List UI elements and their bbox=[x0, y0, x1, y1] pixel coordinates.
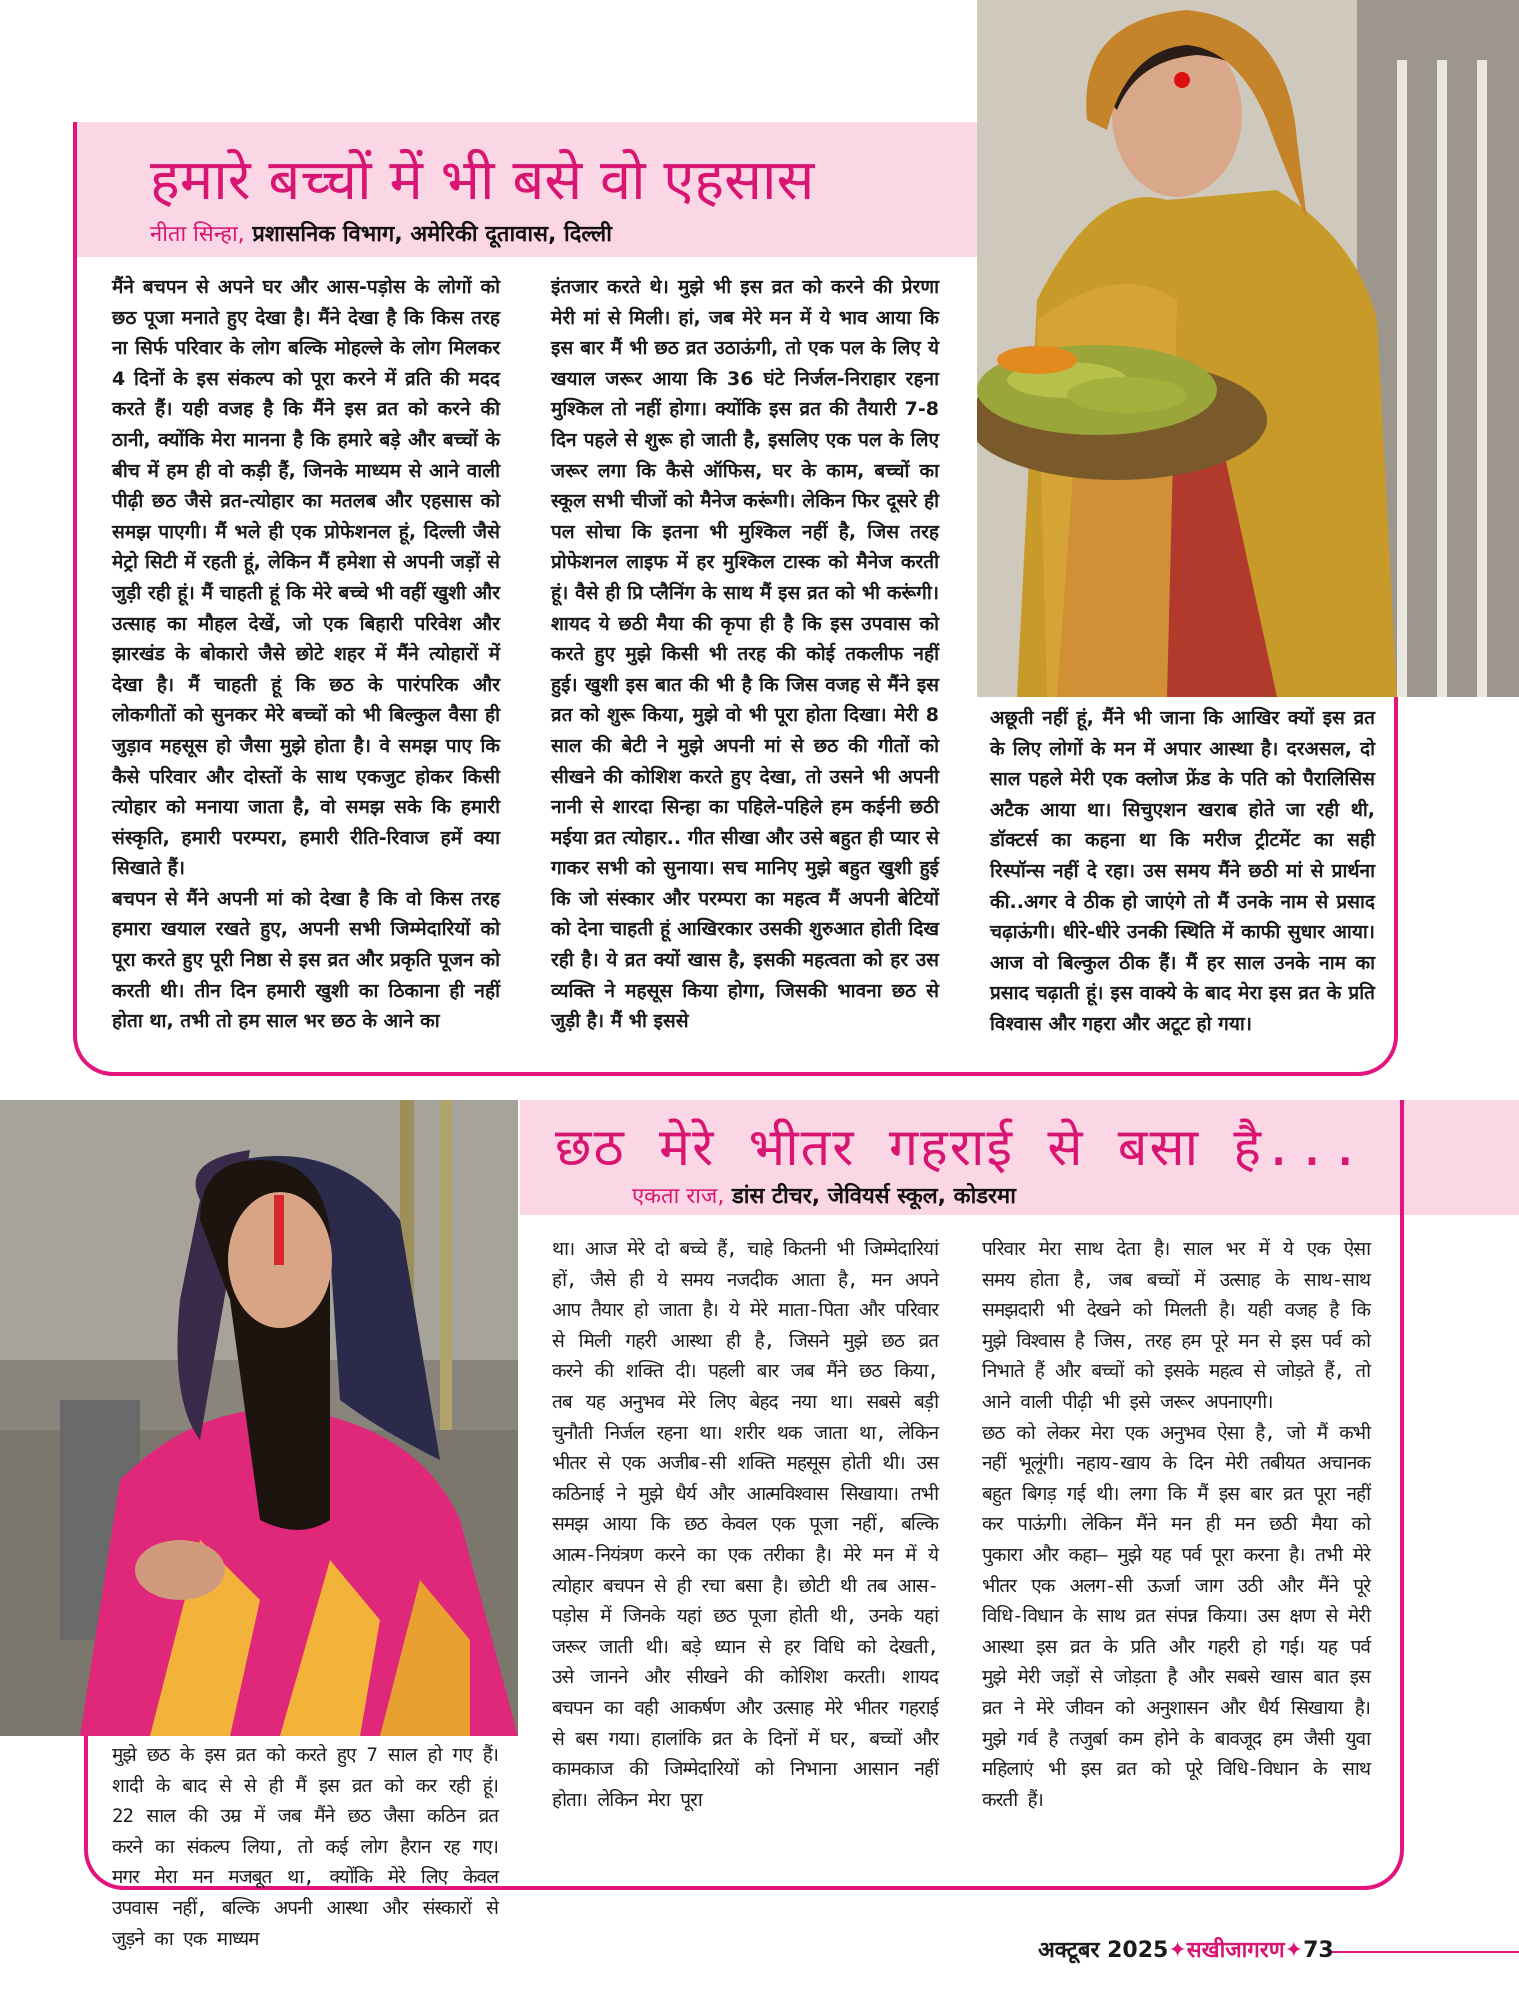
article2-author-role: डांस टीचर, जेवियर्स स्कूल, कोडरमा bbox=[724, 1184, 1016, 1209]
article1-byline bbox=[150, 218, 612, 248]
article1-photo bbox=[977, 0, 1519, 697]
article2-column-2 bbox=[552, 1234, 938, 1815]
woman-in-pink-saree-photo bbox=[0, 1100, 518, 1736]
article2-column-1 bbox=[112, 1740, 498, 1954]
article2-col1-para: मुझे छठ के इस व्रत को करते हुए 7 साल हो गए हैं। शादी के बाद से से ही मैं इस व्रत को कर रही हूं। 22 साल की उम्र में जब मैंने छठ जैसा कठिन व्रत करने का संकल्प लिया, तो कई लोग हैरान रह गए। मगर मेरा मन मजबूत था, क्योंकि मेरे लिए केवल उपवास नहीं, बल्कि अपनी आस्था और संस्कारों से जुड़ने का एक माध्यम bbox=[112, 1744, 498, 1950]
article1-col1-para2: बचपन से मैंने अपनी मां को देखा है कि वो किस तरह हमारा खयाल रखते हुए, अपनी सभी जिम्मेदारियों को पूरा करते हुए पूरी निष्ठा से इस व्रत और प्रकृति पूजन को करती थी। तीन दिन हमारी खुशी का ठिकाना ही नहीं होता था, तभी तो हम साल भर छठ के आने का bbox=[112, 887, 500, 1033]
article1-frame-left bbox=[73, 122, 77, 262]
article1-column-1 bbox=[112, 272, 500, 1037]
article1-col2-para: इंतजार करते थे। मुझे भी इस व्रत को करने की प्रेरणा मेरी मां से मिली। हां, जब मेरे मन में ये भाव आया कि इस बार मैं भी छठ व्रत उठाऊंगी, तो एक पल के लिए ये खयाल जरूर आया कि 36 घंटे निर्जल-निराहार रहना मुश्किल तो नहीं होगा। क्योंकि इस व्रत की तैयारी 7-8 दिन पहले से शुरू हो जाती है, इसलिए एक पल के लिए जरूर लगा कि कैसे ऑफिस, घर के काम, बच्चों का स्कूल सभी चीजों को मैनेज करूंगी। लेकिन फिर दूसरे ही पल सोचा कि इतना भी मुश्किल नहीं है, जिस तरह प्रोफेशनल लाइफ में हर मुश्किल टास्क को मैनेज करती हूं। वैसे ही प्रि प्लैनिंग के साथ मैं इस व्रत को भी करूंगी। शायद ये छठी मैया की कृपा ही है कि इस उपवास को करते हुए मुझे किसी भी तरह की कोई तकलीफ नहीं हुई। खुशी इस बात की भी है कि जिस वजह से मैंने इस व्रत को शुरू किया, मुझे वो भी पूरा होता दिखा। मेरी 8 साल की बेटी ने मुझे अपनी मां से छठ की गीतों को सीखने की कोशिश करते हुए देखा, तो उसने भी अपनी नानी से शारदा सिन्हा का पहिले-पहिले हम कईनी छठी मईया व्रत त्योहार.. गीत सीखा और उसे बहुत ही प्यार से गाकर सभी को सुनाया। सच मानिए मुझे बहुत खुशी हुई कि जो संस्कार और परम्परा का महत्व मैं अपनी बेटियों को देना चाहती हूं आखिरकार उसकी शुरुआत होती दिख रही है। ये व्रत क्यों खास है, इसकी महत्वता को हर उस व्यक्ति ने महसूस किया होगा, जिसकी भावना छठ से जुड़ी है। मैं भी इससे bbox=[551, 276, 939, 1033]
article1-col1-para1: मैंने बचपन से अपने घर और आस-पड़ोस के लोगों को छठ पूजा मनाते हुए देखा है। मैंने देखा है कि किस तरह ना सिर्फ परिवार के लोग बल्कि मोहल्ले के लोग मिलकर 4 दिनों के इस संकल्प को पूरा करने में व्रति की मदद करते हैं। यही वजह है कि मैंने इस व्रत को करने की ठानी, क्योंकि मेरा मानना है कि हमारे बड़े और बच्चों के बीच में हम ही वो कड़ी हैं, जिनके माध्यम से आने वाली पीढ़ी छठ जैसे व्रत-त्योहार का मतलब और एहसास को समझ पाएगी। मैं भले ही एक प्रोफेशनल हूं, दिल्ली जैसे मेट्रो सिटी में रहती हूं, लेकिन मैं हमेशा से अपनी जड़ों से जुड़ी रही हूं। मैं चाहती हूं कि मेरे बच्चे भी वहीं खुशी और उत्साह का मौहल देखें, जो एक बिहारी परिवेश और झारखंड के बोकारो जैसे छोटे शहर में मैंने त्योहारों में देखा है। मैं चाहती हूं कि छठ के पारंपरिक और लोकगीतों को सुनकर मेरे बच्चों को भी बिल्कुल वैसा ही जुड़ाव महसूस हो जैसा मुझे होता है। वे समझ पाए कि कैसे परिवार और दोस्तों के साथ एकजुट होकर किसी त्योहार को मनाया जाता है, वो समझ सके कि हमारी संस्कृति, हमारी परम्परा, हमारी रीति-रिवाज हमें क्या सिखाते हैं। bbox=[112, 276, 500, 880]
footer-brand: सखीजागरण bbox=[1186, 1938, 1285, 1963]
article1-column-3 bbox=[990, 703, 1375, 1040]
article1-column-2 bbox=[551, 272, 939, 1037]
footer-page-number: 73 bbox=[1303, 1938, 1334, 1963]
article2-photo bbox=[0, 1100, 518, 1736]
page-footer bbox=[1038, 1934, 1334, 1964]
footer-star-right: ✦ bbox=[1284, 1938, 1304, 1963]
article2-column-3 bbox=[982, 1234, 1370, 1815]
article2-byline bbox=[632, 1180, 1016, 1210]
article2-title: छठ मेरे भीतर गहराई से बसा है... bbox=[555, 1118, 1363, 1178]
footer-month: अक्टूबर 2025 bbox=[1038, 1938, 1169, 1963]
article2-author-name: एकता राज, bbox=[632, 1184, 725, 1209]
article2-col3-para1: परिवार मेरा साथ देता है। साल भर में ये एक ऐसा समय होता है, जब बच्चों में उत्साह के साथ-साथ समझदारी भी देखने को मिलती है। यही वजह है कि मुझे विश्वास है जिस, तरह हम पूरे मन से इस पर्व को निभाते हैं और बच्चों को इसके महत्व से जोड़ते हैं, तो आने वाली पीढ़ी भी इसे जरूर अपनाएगी। bbox=[982, 1238, 1370, 1413]
article1-col3-para: अछूती नहीं हूं, मैंने भी जाना कि आखिर क्यों इस व्रत के लिए लोगों के मन में अपार आस्था है। दरअसल, दो साल पहले मेरी एक क्लोज फ्रेंड के पति को पैरालिसिस अटैक आया था। सिचुएशन खराब होते जा रही थी, डॉक्टर्स का कहना था कि मरीज ट्रीटमेंट का सही रिस्पॉन्स नहीं दे रहा। उस समय मैंने छठी मां से प्रार्थना की..अगर वे ठीक हो जाएंगे तो मैं उनके नाम से प्रसाद चढ़ाऊंगी। धीरे-धीरे उनकी स्थिति में काफी सुधार आया। आज वो बिल्कुल ठीक हैं। मैं हर साल उनके नाम का प्रसाद चढ़ाती हूं। इस वाक्ये के बाद मेरा इस व्रत के प्रति विश्वास और गहरा और अटूट हो गया। bbox=[990, 707, 1375, 1035]
article2-col2-para: था। आज मेरे दो बच्चे हैं, चाहे कितनी भी जिम्मेदारियां हों, जैसे ही ये समय नजदीक आता है, मन अपने आप तैयार हो जाता है। ये मेरे माता-पिता और परिवार से मिली गहरी आस्था ही है, जिसने मुझे छठ व्रत करने की शक्ति दी। पहली बार जब मैंने छठ किया, तब यह अनुभव मेरे लिए बेहद नया था। सबसे बड़ी चुनौती निर्जल रहना था। शरीर थक जाता था, लेकिन भीतर से एक अजीब-सी शक्ति महसूस होती थी। उस कठिनाई ने मुझे धैर्य और आत्मविश्वास सिखाया। तभी समझ आया कि छठ केवल एक पूजा नहीं, बल्कि आत्म-नियंत्रण करने का एक तरीका है। मेरे मन में ये त्योहार बचपन से ही रचा बसा है। छोटी थी तब आस-पड़ोस में जिनके यहां छठ पूजा होती थी, उनके यहां जरूर जाती थी। बड़े ध्यान से हर विधि को देखती, उसे जानने और सीखने की कोशिश करती। शायद बचपन का वही आकर्षण और उत्साह मेरे भीतर गहराई से बस गया। हालांकि व्रत के दिनों में घर, बच्चों और कामकाज की जिम्मेदारियों को निभाना आसान नहीं होता। लेकिन मेरा पूरा bbox=[552, 1238, 938, 1811]
article1-title: हमारे बच्चों में भी बसे वो एहसास bbox=[150, 148, 815, 213]
article1-author-name: नीता सिन्हा, bbox=[150, 222, 245, 247]
footer-star-left: ✦ bbox=[1168, 1938, 1187, 1963]
woman-with-offering-photo bbox=[977, 0, 1519, 697]
article1-author-role: प्रशासनिक विभाग, अमेरिकी दूतावास, दिल्ली bbox=[244, 222, 612, 247]
article2-col3-para2: छठ को लेकर मेरा एक अनुभव ऐसा है, जो मैं कभी नहीं भूलूंगी। नहाय-खाय के दिन मेरी तबीयत अचानक बहुत बिगड़ गई थी। लगा कि मैं इस बार व्रत पूरा नहीं कर पाऊंगी। लेकिन मैंने मन ही मन छठी मैया को पुकारा और कहा— मुझे यह पर्व पूरा करना है। तभी मेरे भीतर एक अलग-सी ऊर्जा जाग उठी और मैंने पूरे विधि-विधान के साथ व्रत संपन्न किया। उस क्षण से मेरी आस्था इस व्रत के प्रति और गहरी हो गई। यह पर्व मुझे मेरी जड़ों से जोड़ता है और सबसे खास बात इस व्रत ने मेरे जीवन को अनुशासन और धैर्य सिखाया है। मुझे गर्व है तजुर्बा कम होने के बावजूद हम जैसी युवा महिलाएं भी इस व्रत को पूरे विधि-विधान के साथ करती हैं। bbox=[982, 1421, 1370, 1811]
footer-rule bbox=[1330, 1951, 1519, 1953]
